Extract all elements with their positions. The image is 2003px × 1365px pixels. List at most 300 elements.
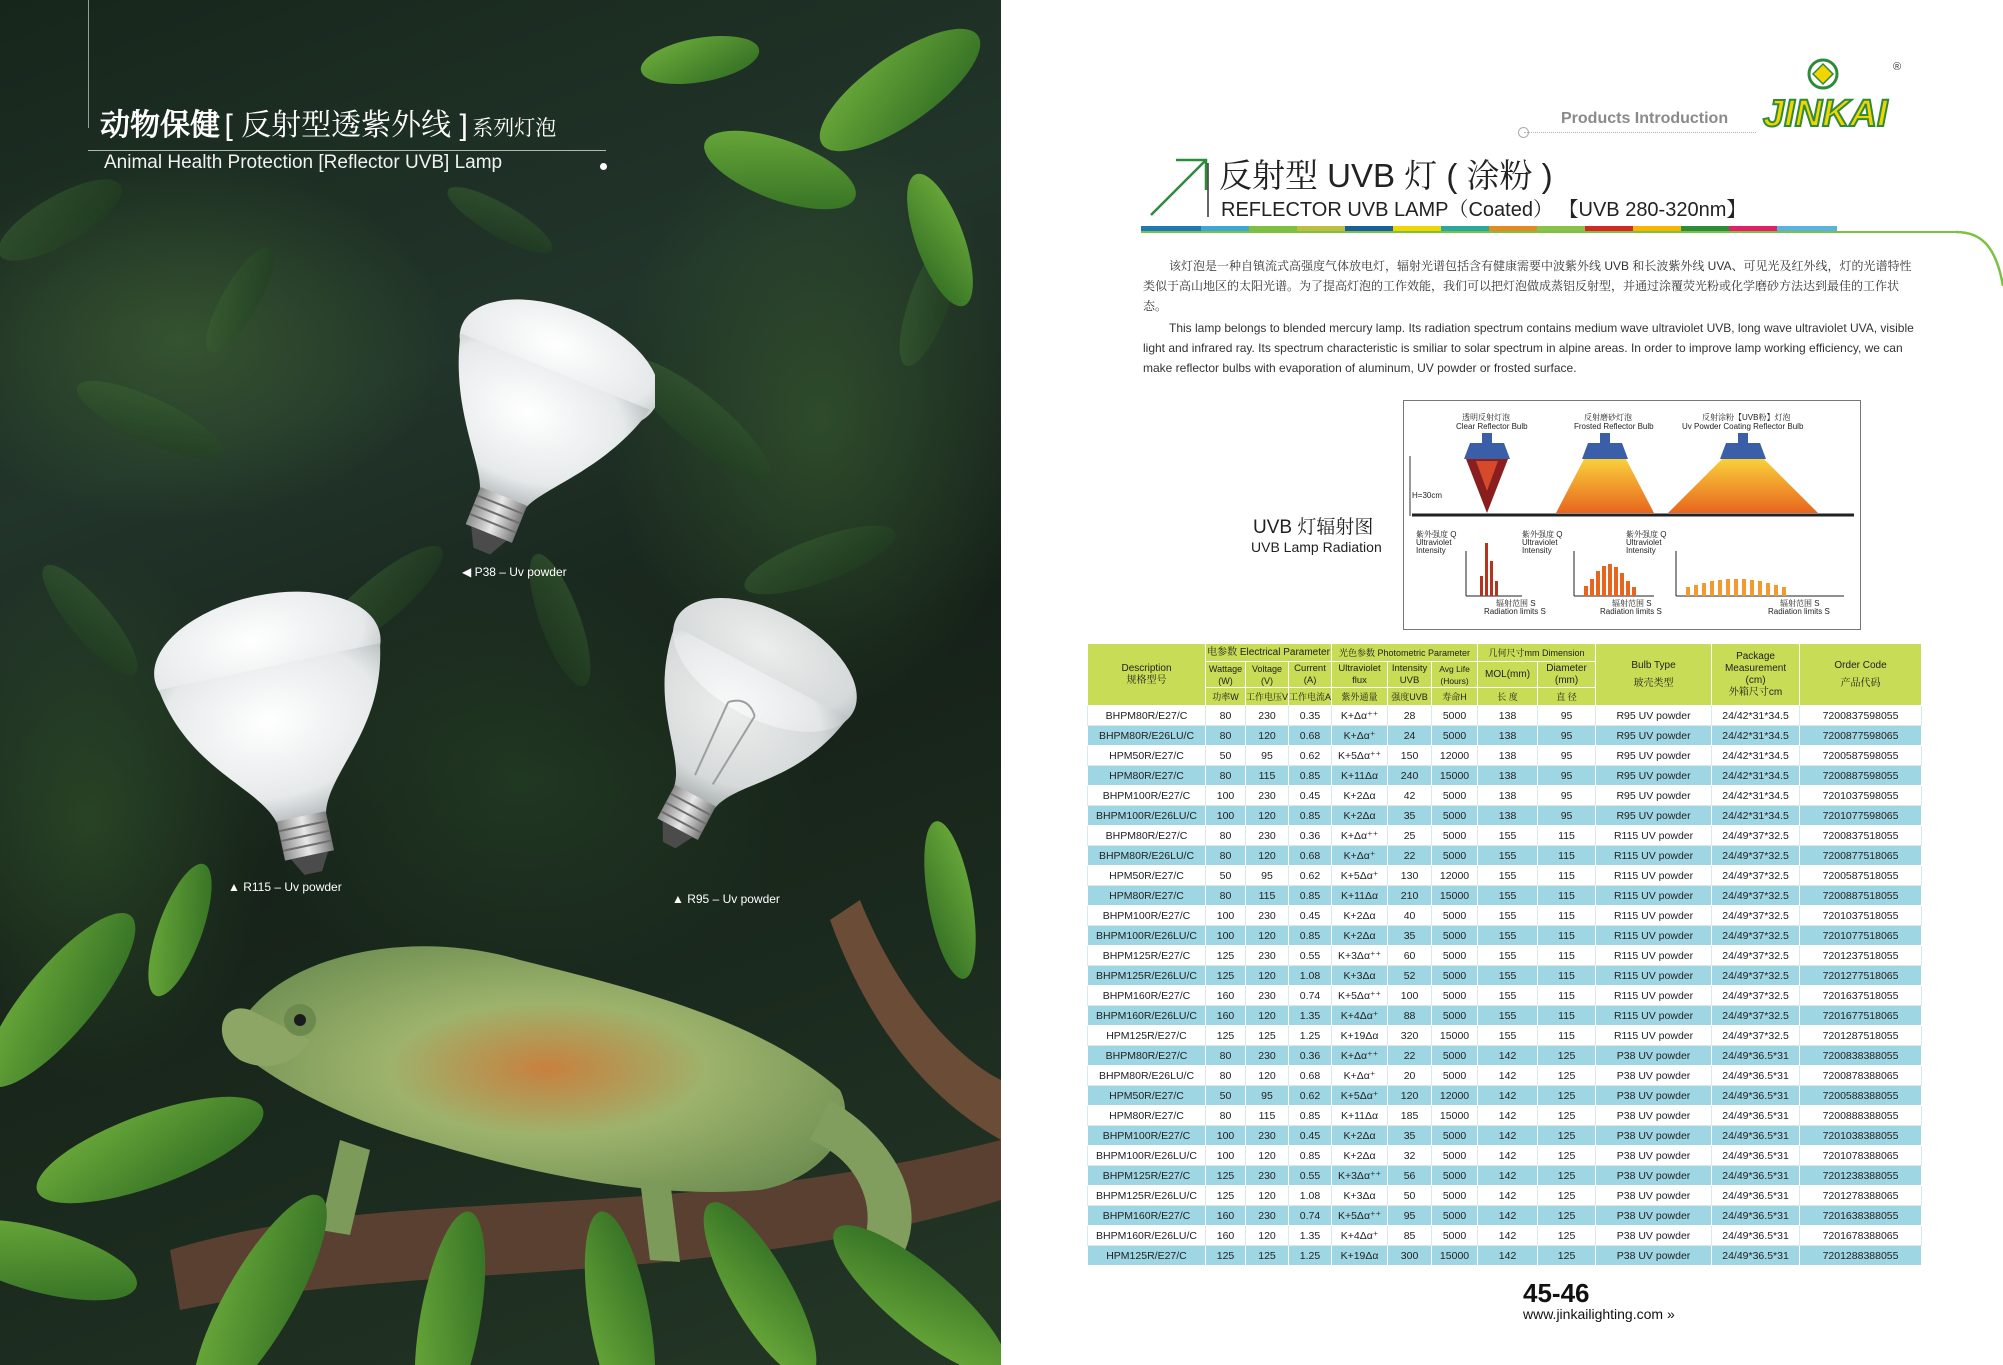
description-cn — [1143, 256, 1921, 316]
diagram-xlabel-2: 辐射范围 S — [1612, 599, 1652, 608]
cell-uv-flux: K+2Δα — [1332, 1146, 1388, 1166]
cell-diameter: 125 — [1538, 1046, 1596, 1066]
th-dimension: 几何尺寸mm Dimension — [1478, 644, 1596, 662]
cell-voltage: 120 — [1246, 806, 1289, 826]
cell-current: 0.85 — [1289, 806, 1332, 826]
cell-wattage: 80 — [1206, 1046, 1246, 1066]
cell-wattage: 160 — [1206, 1006, 1246, 1026]
cell-voltage: 115 — [1246, 886, 1289, 906]
cell-bulb-type: R115 UV powder — [1596, 886, 1712, 906]
cell-wattage: 100 — [1206, 786, 1246, 806]
bulb-r95-caption: ▲ R95 – Uv powder — [672, 892, 780, 906]
bulb-p38-caption: ◀ P38 – Uv powder — [462, 565, 567, 579]
cell-intensity: 320 — [1388, 1026, 1432, 1046]
table-row — [1088, 886, 1922, 906]
cell-avg-life: 5000 — [1432, 826, 1478, 846]
th-description-cn: 规格型号 — [1126, 674, 1167, 686]
cell-bulb-type: R95 UV powder — [1596, 746, 1712, 766]
cell-wattage: 125 — [1206, 1246, 1246, 1266]
cell-avg-life: 5000 — [1432, 726, 1478, 746]
cell-avg-life: 5000 — [1432, 1146, 1478, 1166]
cell-order-code: 7200877518065 — [1800, 846, 1922, 866]
table-row — [1088, 1026, 1922, 1046]
cell-package: 24/49*36.5*31 — [1712, 1186, 1800, 1206]
cell-intensity: 35 — [1388, 806, 1432, 826]
diagram-ylabel-1: 紫外强度 Q — [1416, 530, 1457, 539]
cell-avg-life: 5000 — [1432, 1066, 1478, 1086]
cell-package: 24/49*36.5*31 — [1712, 1206, 1800, 1226]
cell-wattage: 80 — [1206, 706, 1246, 726]
cell-package: 24/49*37*32.5 — [1712, 946, 1800, 966]
cell-order-code: 7201677518065 — [1800, 1006, 1922, 1026]
cell-uv-flux: K+3Δα⁺⁺ — [1332, 1166, 1388, 1186]
cell-current: 0.85 — [1289, 1146, 1332, 1166]
cell-mol: 138 — [1478, 786, 1538, 806]
cell-diameter: 115 — [1538, 986, 1596, 1006]
table-row — [1088, 1166, 1922, 1186]
cell-current: 0.85 — [1289, 766, 1332, 786]
cell-uv-flux: K+11Δα — [1332, 766, 1388, 786]
cell-mol: 155 — [1478, 846, 1538, 866]
spec-table — [1087, 643, 1922, 1266]
cell-order-code: 7201037598055 — [1800, 786, 1922, 806]
cell-voltage: 230 — [1246, 1166, 1289, 1186]
cell-wattage: 100 — [1206, 1126, 1246, 1146]
th-avg-life: Avg Life (Hours) — [1432, 662, 1478, 688]
cell-avg-life: 5000 — [1432, 966, 1478, 986]
cell-current: 1.08 — [1289, 966, 1332, 986]
cell-order-code: 7200837598055 — [1800, 706, 1922, 726]
cell-model: BHPM100R/E26LU/C — [1088, 806, 1206, 826]
th-current: Current (A) — [1289, 662, 1332, 688]
intro-dotted-line — [1524, 132, 1756, 133]
cell-voltage: 120 — [1246, 1066, 1289, 1086]
cell-model: HPM125R/E27/C — [1088, 1246, 1206, 1266]
cell-bulb-type: R115 UV powder — [1596, 846, 1712, 866]
cell-mol: 142 — [1478, 1186, 1538, 1206]
cell-current: 0.62 — [1289, 866, 1332, 886]
cell-intensity: 100 — [1388, 986, 1432, 1006]
cell-wattage: 100 — [1206, 806, 1246, 826]
cell-diameter: 115 — [1538, 946, 1596, 966]
cell-model: BHPM160R/E27/C — [1088, 1206, 1206, 1226]
diagram-bulb1-cn: 透明反射灯泡 — [1462, 413, 1510, 422]
cell-bulb-type: R95 UV powder — [1596, 766, 1712, 786]
cell-mol: 155 — [1478, 1026, 1538, 1046]
cell-avg-life: 15000 — [1432, 1026, 1478, 1046]
table-row — [1088, 1106, 1922, 1126]
cell-diameter: 95 — [1538, 746, 1596, 766]
cell-voltage: 230 — [1246, 986, 1289, 1006]
cell-order-code: 7201277518065 — [1800, 966, 1922, 986]
cell-mol: 142 — [1478, 1126, 1538, 1146]
cell-uv-flux: K+19Δα — [1332, 1026, 1388, 1046]
cell-voltage: 120 — [1246, 1006, 1289, 1026]
cell-uv-flux: K+Δα⁺ — [1332, 1066, 1388, 1086]
cell-order-code: 7201237518055 — [1800, 946, 1922, 966]
cell-bulb-type: P38 UV powder — [1596, 1246, 1712, 1266]
cell-intensity: 28 — [1388, 706, 1432, 726]
cell-order-code: 7200587518055 — [1800, 866, 1922, 886]
cell-package: 24/49*37*32.5 — [1712, 926, 1800, 946]
cell-uv-flux: K+4Δα⁺ — [1332, 1006, 1388, 1026]
cell-model: BHPM100R/E26LU/C — [1088, 926, 1206, 946]
cell-bulb-type: P38 UV powder — [1596, 1066, 1712, 1086]
cell-voltage: 120 — [1246, 846, 1289, 866]
cell-diameter: 95 — [1538, 806, 1596, 826]
cell-mol: 155 — [1478, 886, 1538, 906]
cell-model: HPM125R/E27/C — [1088, 1026, 1206, 1046]
cell-mol: 142 — [1478, 1166, 1538, 1186]
cell-intensity: 50 — [1388, 1186, 1432, 1206]
cell-package: 24/42*31*34.5 — [1712, 726, 1800, 746]
cell-bulb-type: R115 UV powder — [1596, 826, 1712, 846]
cell-current: 0.85 — [1289, 926, 1332, 946]
diagram-bulb3-en: Uv Powder Coating Reflector Bulb — [1682, 422, 1804, 431]
product-title-cn: 反射型 UVB 灯 ( 涂粉 ) — [1219, 157, 1553, 194]
cell-avg-life: 5000 — [1432, 1206, 1478, 1226]
cell-order-code: 7201288388055 — [1800, 1246, 1922, 1266]
cell-voltage: 120 — [1246, 1226, 1289, 1246]
cell-uv-flux: K+Δα⁺ — [1332, 726, 1388, 746]
table-row — [1088, 726, 1922, 746]
cell-voltage: 230 — [1246, 706, 1289, 726]
diagram-bulb2-cn: 反射磨砂灯泡 — [1584, 413, 1632, 422]
cell-uv-flux: K+2Δα — [1332, 1126, 1388, 1146]
table-row — [1088, 1066, 1922, 1086]
cell-wattage: 160 — [1206, 1226, 1246, 1246]
cell-current: 0.36 — [1289, 1046, 1332, 1066]
cell-mol: 155 — [1478, 866, 1538, 886]
cell-bulb-type: R115 UV powder — [1596, 866, 1712, 886]
cell-model: BHPM125R/E26LU/C — [1088, 1186, 1206, 1206]
bulb-r115-image — [150, 580, 420, 900]
left-title-middle: [ 反射型透紫外线 ] — [224, 109, 468, 142]
cell-diameter: 115 — [1538, 966, 1596, 986]
cell-avg-life: 12000 — [1432, 1086, 1478, 1106]
cell-bulb-type: R95 UV powder — [1596, 726, 1712, 746]
cell-order-code: 7200877598065 — [1800, 726, 1922, 746]
cell-voltage: 120 — [1246, 966, 1289, 986]
frame-line-horizontal — [88, 150, 606, 151]
website-link[interactable]: www.jinkailighting.com » — [1523, 1306, 1675, 1322]
cell-voltage: 230 — [1246, 1046, 1289, 1066]
cell-diameter: 125 — [1538, 1226, 1596, 1246]
th-bulb-type-cn: 玻壳类型 — [1633, 677, 1674, 689]
cell-voltage: 95 — [1246, 1086, 1289, 1106]
cell-uv-flux: K+Δα⁺ — [1332, 846, 1388, 866]
cell-order-code: 7201238388055 — [1800, 1166, 1922, 1186]
cell-order-code: 7201078388065 — [1800, 1146, 1922, 1166]
cell-mol: 142 — [1478, 1086, 1538, 1106]
cell-bulb-type: P38 UV powder — [1596, 1226, 1712, 1246]
cell-order-code: 7201077598065 — [1800, 806, 1922, 826]
cell-avg-life: 5000 — [1432, 1046, 1478, 1066]
cell-voltage: 230 — [1246, 1126, 1289, 1146]
cell-uv-flux: K+19Δα — [1332, 1246, 1388, 1266]
cell-uv-flux: K+3Δα — [1332, 966, 1388, 986]
cell-avg-life: 5000 — [1432, 806, 1478, 826]
cell-diameter: 125 — [1538, 1206, 1596, 1226]
cell-current: 0.45 — [1289, 786, 1332, 806]
cell-intensity: 40 — [1388, 906, 1432, 926]
diagram-graphic — [1404, 401, 1862, 631]
cell-wattage: 80 — [1206, 1066, 1246, 1086]
cell-intensity: 130 — [1388, 866, 1432, 886]
cell-package: 24/49*36.5*31 — [1712, 1106, 1800, 1126]
cell-uv-flux: K+3Δα — [1332, 1186, 1388, 1206]
table-row — [1088, 1146, 1922, 1166]
cell-intensity: 22 — [1388, 846, 1432, 866]
cell-order-code: 7200587598055 — [1800, 746, 1922, 766]
title-arrow-icon — [1146, 155, 1211, 220]
th-mol: MOL(mm) — [1478, 662, 1538, 688]
table-row — [1088, 766, 1922, 786]
cell-current: 0.62 — [1289, 746, 1332, 766]
table-row — [1088, 946, 1922, 966]
table-row — [1088, 826, 1922, 846]
cell-uv-flux: K+Δα⁺⁺ — [1332, 706, 1388, 726]
cell-current: 0.74 — [1289, 986, 1332, 1006]
cell-voltage: 230 — [1246, 1206, 1289, 1226]
cell-package: 24/49*36.5*31 — [1712, 1226, 1800, 1246]
cell-package: 24/42*31*34.5 — [1712, 806, 1800, 826]
cell-intensity: 185 — [1388, 1106, 1432, 1126]
cell-order-code: 7200888388055 — [1800, 1106, 1922, 1126]
cell-current: 0.55 — [1289, 946, 1332, 966]
left-title-bold: 动物保健 — [100, 109, 220, 142]
cell-avg-life: 15000 — [1432, 766, 1478, 786]
description-en-text: This lamp belongs to blended mercury lamp. Its radiation spectrum contains medium wave ultraviolet UVB, long wave ultraviolet UVA, visible light and infrared ray. Its spectrum characteristic is smiliar to solar spectrum in alpine areas. In order to improve lamp working efficiency, we can make reflector bulbs with evaporation of aluminum, UV powder or frosted surface. — [1143, 321, 1914, 375]
left-title-en: Animal Health Protection [Reflector UVB] Lamp — [104, 152, 503, 173]
cell-avg-life: 15000 — [1432, 886, 1478, 906]
cell-mol: 155 — [1478, 986, 1538, 1006]
cell-package: 24/49*37*32.5 — [1712, 866, 1800, 886]
cell-order-code: 7201038388055 — [1800, 1126, 1922, 1146]
logo-registered-text: ® — [1893, 61, 1902, 73]
th-photometric: 光色参数 Photometric Parameter — [1332, 644, 1478, 662]
cell-package: 24/42*31*34.5 — [1712, 746, 1800, 766]
cell-wattage: 125 — [1206, 1026, 1246, 1046]
cell-model: BHPM125R/E27/C — [1088, 946, 1206, 966]
accent-green-curve — [1956, 226, 2003, 296]
cell-intensity: 240 — [1388, 766, 1432, 786]
diagram-xlabel-1-en: Radiation limits S — [1484, 607, 1546, 616]
cell-current: 0.62 — [1289, 1086, 1332, 1106]
cell-mol: 138 — [1478, 746, 1538, 766]
cell-mol: 138 — [1478, 726, 1538, 746]
cell-diameter: 115 — [1538, 926, 1596, 946]
description-cn-text: 该灯泡是一种自镇流式高强度气体放电灯，辐射光谱包括含有健康需要中波紫外线 UVB 和长波紫外线 UVA、可见光及红外线，灯的光谱特性类似于高山地区的太阳光谱。为了提高灯泡的工作效能，我们可以把灯泡做成蒸铝反射型，并通过涂覆荧光粉或化学磨砂方法达到最佳的工作状态。 — [1143, 259, 1912, 313]
cell-order-code: 7200887518055 — [1800, 886, 1922, 906]
table-row — [1088, 1246, 1922, 1266]
cell-intensity: 56 — [1388, 1166, 1432, 1186]
th-mol-cn: 长 度 — [1478, 688, 1538, 706]
cell-package: 24/49*36.5*31 — [1712, 1126, 1800, 1146]
cell-package: 24/49*37*32.5 — [1712, 1006, 1800, 1026]
th-bulb-type — [1596, 644, 1712, 706]
cell-wattage: 80 — [1206, 886, 1246, 906]
cell-bulb-type: R115 UV powder — [1596, 906, 1712, 926]
th-current-cn: 工作电流A — [1289, 688, 1332, 706]
cell-avg-life: 15000 — [1432, 1106, 1478, 1126]
cell-current: 0.55 — [1289, 1166, 1332, 1186]
table-row — [1088, 906, 1922, 926]
table-row — [1088, 926, 1922, 946]
cell-uv-flux: K+3Δα⁺⁺ — [1332, 946, 1388, 966]
cell-order-code: 7201278388065 — [1800, 1186, 1922, 1206]
cell-avg-life: 5000 — [1432, 846, 1478, 866]
cell-bulb-type: R115 UV powder — [1596, 926, 1712, 946]
cell-intensity: 52 — [1388, 966, 1432, 986]
th-intensity: Intensity UVB — [1388, 662, 1432, 688]
cell-mol: 142 — [1478, 1206, 1538, 1226]
th-bulb-type-en: Bulb Type — [1631, 659, 1676, 671]
cell-bulb-type: R115 UV powder — [1596, 946, 1712, 966]
cell-package: 24/49*37*32.5 — [1712, 846, 1800, 866]
cell-diameter: 95 — [1538, 766, 1596, 786]
th-package-cn: 外箱尺寸cm — [1728, 686, 1783, 698]
cell-package: 24/49*37*32.5 — [1712, 1026, 1800, 1046]
cell-mol: 155 — [1478, 826, 1538, 846]
cell-intensity: 25 — [1388, 826, 1432, 846]
cell-avg-life: 5000 — [1432, 1006, 1478, 1026]
cell-current: 0.68 — [1289, 846, 1332, 866]
cell-uv-flux: K+5Δα⁺⁺ — [1332, 746, 1388, 766]
diagram-xlabel-3-en: Radiation limits S — [1768, 607, 1830, 616]
cell-bulb-type: R115 UV powder — [1596, 1026, 1712, 1046]
cell-bulb-type: R95 UV powder — [1596, 706, 1712, 726]
cell-uv-flux: K+2Δα — [1332, 786, 1388, 806]
cell-model: BHPM80R/E26LU/C — [1088, 846, 1206, 866]
cell-voltage: 115 — [1246, 1106, 1289, 1126]
left-page — [0, 0, 1001, 1365]
cell-diameter: 125 — [1538, 1106, 1596, 1126]
cell-order-code: 7201637518055 — [1800, 986, 1922, 1006]
cell-wattage: 125 — [1206, 946, 1246, 966]
cell-intensity: 88 — [1388, 1006, 1432, 1026]
cell-voltage: 230 — [1246, 826, 1289, 846]
cell-mol: 138 — [1478, 806, 1538, 826]
cell-bulb-type: P38 UV powder — [1596, 1086, 1712, 1106]
cell-model: BHPM125R/E27/C — [1088, 1166, 1206, 1186]
cell-wattage: 125 — [1206, 966, 1246, 986]
cell-uv-flux: K+4Δα⁺ — [1332, 1226, 1388, 1246]
cell-wattage: 50 — [1206, 746, 1246, 766]
cell-current: 0.85 — [1289, 1106, 1332, 1126]
cell-model: BHPM80R/E26LU/C — [1088, 1066, 1206, 1086]
cell-model: BHPM80R/E27/C — [1088, 826, 1206, 846]
page-number: 45-46 — [1523, 1278, 1590, 1308]
description-en — [1143, 318, 1921, 378]
cell-intensity: 210 — [1388, 886, 1432, 906]
cell-intensity: 42 — [1388, 786, 1432, 806]
cell-package: 24/49*37*32.5 — [1712, 826, 1800, 846]
table-row — [1088, 1086, 1922, 1106]
cell-package: 24/49*36.5*31 — [1712, 1046, 1800, 1066]
cell-intensity: 85 — [1388, 1226, 1432, 1246]
cell-current: 0.85 — [1289, 886, 1332, 906]
cell-wattage: 100 — [1206, 1146, 1246, 1166]
cell-intensity: 60 — [1388, 946, 1432, 966]
cell-uv-flux: K+11Δα — [1332, 1106, 1388, 1126]
logo-text: JINKAI — [1763, 93, 1888, 135]
cell-order-code: 7201037518055 — [1800, 906, 1922, 926]
cell-diameter: 95 — [1538, 726, 1596, 746]
cell-current: 0.45 — [1289, 906, 1332, 926]
cell-wattage: 80 — [1206, 826, 1246, 846]
diagram-label-en: UVB Lamp Radiation — [1251, 539, 1382, 555]
th-order-code — [1800, 644, 1922, 706]
cell-voltage: 125 — [1246, 1246, 1289, 1266]
table-row — [1088, 966, 1922, 986]
th-diameter: Diameter (mm) — [1538, 662, 1596, 688]
cell-intensity: 35 — [1388, 926, 1432, 946]
cell-mol: 138 — [1478, 706, 1538, 726]
diagram-xlabel-3: 辐射范围 S — [1780, 599, 1820, 608]
cell-current: 0.68 — [1289, 1066, 1332, 1086]
product-title-en: REFLECTOR UVB LAMP（Coated） 【UVB 280-320nm】 — [1221, 199, 1747, 221]
cell-diameter: 115 — [1538, 1026, 1596, 1046]
cell-avg-life: 5000 — [1432, 906, 1478, 926]
cell-model: BHPM125R/E26LU/C — [1088, 966, 1206, 986]
diagram-ylabel-3-en2: Intensity — [1626, 546, 1656, 555]
cell-bulb-type: R95 UV powder — [1596, 786, 1712, 806]
cell-order-code: 7200878388065 — [1800, 1066, 1922, 1086]
cell-avg-life: 12000 — [1432, 746, 1478, 766]
cell-intensity: 24 — [1388, 726, 1432, 746]
cell-diameter: 125 — [1538, 1066, 1596, 1086]
cell-voltage: 120 — [1246, 1186, 1289, 1206]
th-wattage-cn: 功率W — [1206, 688, 1246, 706]
cell-current: 1.25 — [1289, 1026, 1332, 1046]
cell-model: BHPM100R/E27/C — [1088, 1126, 1206, 1146]
bulb-p38-image — [385, 285, 655, 595]
cell-avg-life: 5000 — [1432, 706, 1478, 726]
diagram-ylabel-1-en: Ultraviolet — [1416, 538, 1452, 547]
cell-model: HPM80R/E27/C — [1088, 766, 1206, 786]
th-intensity-cn: 强度UVB — [1388, 688, 1432, 706]
diagram-ylabel-2-en2: Intensity — [1522, 546, 1552, 555]
cell-diameter: 125 — [1538, 1086, 1596, 1106]
cell-intensity: 22 — [1388, 1046, 1432, 1066]
cell-bulb-type: R115 UV powder — [1596, 986, 1712, 1006]
cell-wattage: 80 — [1206, 766, 1246, 786]
cell-wattage: 160 — [1206, 1206, 1246, 1226]
th-description-en: Description — [1121, 662, 1172, 674]
cell-avg-life: 5000 — [1432, 1226, 1478, 1246]
cell-voltage: 230 — [1246, 906, 1289, 926]
cell-intensity: 95 — [1388, 1206, 1432, 1226]
table-row — [1088, 746, 1922, 766]
cell-order-code: 7201638388055 — [1800, 1206, 1922, 1226]
cell-uv-flux: K+2Δα — [1332, 806, 1388, 826]
cell-package: 24/49*37*32.5 — [1712, 886, 1800, 906]
cell-avg-life: 5000 — [1432, 986, 1478, 1006]
table-row — [1088, 1226, 1922, 1246]
cell-mol: 142 — [1478, 1066, 1538, 1086]
diagram-height-label: H=30cm — [1412, 491, 1443, 500]
cell-intensity: 120 — [1388, 1086, 1432, 1106]
diagram-ylabel-2: 紫外强度 Q — [1522, 530, 1563, 539]
cell-uv-flux: K+11Δα — [1332, 886, 1388, 906]
left-title-cn — [100, 100, 556, 144]
cell-bulb-type: P38 UV powder — [1596, 1146, 1712, 1166]
cell-current: 0.74 — [1289, 1206, 1332, 1226]
cell-mol: 155 — [1478, 946, 1538, 966]
cell-order-code: 7200887598055 — [1800, 766, 1922, 786]
cell-mol: 142 — [1478, 1106, 1538, 1126]
